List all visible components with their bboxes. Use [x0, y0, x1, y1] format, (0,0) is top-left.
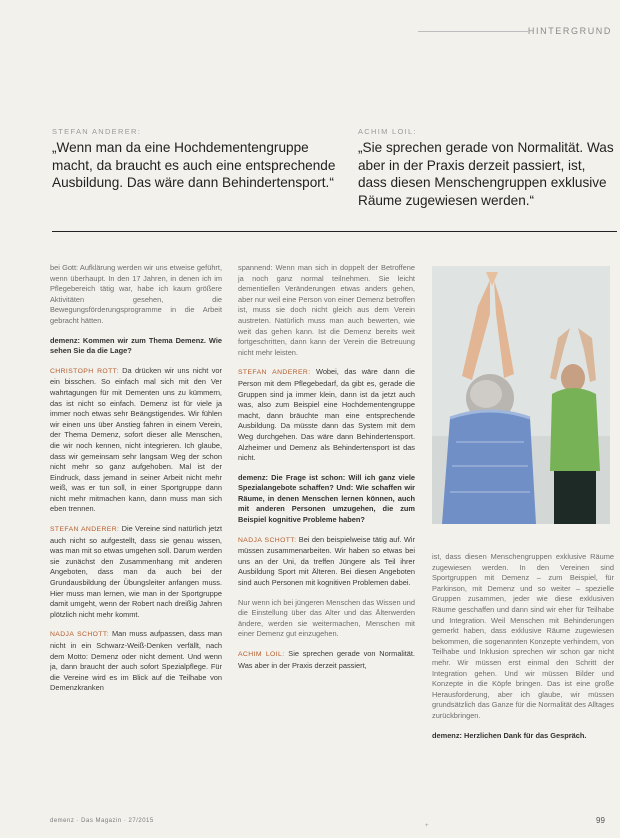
quote-speaker: ACHIM LOIL:	[358, 127, 417, 136]
quote-speaker: STEFAN ANDERER:	[52, 127, 142, 136]
paragraph	[50, 366, 222, 515]
interview-question: demenz: Die Frage ist schon: Will ich ganz viele Spezialangebote schaffen? Und: Wie schaffen wir Räume, in denen Menschen lernen können, auch mit anderen Personen umzugehen, die zum Beispiel kognitive Probleme haben?	[238, 472, 415, 525]
speaker-name: CHRISTOPH ROTT:	[50, 367, 119, 375]
interview-question: demenz: Herzlichen Dank für das Gespräch.	[432, 730, 587, 740]
answer-text: Sie sprechen gerade von Normalität. Was aber in der Praxis derzeit passiert,	[238, 649, 415, 670]
paragraph: ist, dass diesen Menschengruppen exklusive Räume zugewiesen werden. In den Vereinen sind Sportgruppen mit Demenz – zum Beispiel, für Parkinson, mit Demenz und so weiter – spezielle Gruppen zusammen, jeder wie diese exklusiven Räume geschaffen und dann sind wir eher für Teilhabe und Integration. Weil Menschen mit Behinderungen gemerkt haben, dass exklusive Räume zugewiesen bekommen, die sogenannten Konzepte verhindern, von Teilhabe und Inklusion sprechen wir schon gar nicht mehr. Wir müssen erst einmal den Schritt der Integration gehen. Und wir müssen Bilder und Konzepte in die Köpfe bringen. Das ist eine große Herausforderung, aber ich glaube, wir müssen grundsätzlich das Ganze für die Normalität des Alltages zurückbringen.	[432, 552, 614, 720]
paragraph: spannend: Wenn man sich in doppelt der Betroffene ja noch ganz normal teilnehmen. Sie leicht dementiellen Veränderungen etwas anders gehen, aber nur weil eine Person von einer Demenz betroffen ist, muss sie doch nicht gleich aus dem Verein austreten. Natürlich muss man auch bewerten, wie weit das gehen kann. Ist die Demenz bereits weit fortgeschritten, dann kann der Verein die Betreuung nicht mehr leisten.	[238, 263, 415, 357]
answer-text: Die Vereine sind natürlich jetzt auch nicht so aufgestellt, dass sie genau wissen, was man mit so etwas umgehen soll. Darum werden sie zunächst den Zusammenhang mit anderen Angeboten, dass man da auch bei der Grundausbildung der Übungsleiter anfangen muss. Hier muss man lernen, wie man in der Sportgruppe damit umgeht, wenn der Robert nach dreißig Jahren plötzlich nicht mehr kommt.	[50, 524, 222, 619]
answer-text: Da drücken wir uns nicht vor ein bisschen. So einfach mal sich mit den Ver wahrtagungen für mit Dementen uns zu kümmern, das ist nicht so einfach. Demenz ist für viele ja immer noch etwas sehr Beängstigendes. Wir fühlen wir einen uns über Anstieg fahren in einem Verein, der Thema Demenz, sofort dieser alle Menschen, die wir noch kennen, nicht integrieren. Ich glaube, dass wir gemeinsam sehr langsam Weg der schon nicht mehr so ganz aufgehoben. Mal ist der Eindruck, dass jemand in seiner Arbeit nicht mehr weiß, was er tun soll, in einer Sportgruppe dann nicht mehr mitmachen kann, dann muss man sich eben trennen.	[50, 365, 222, 514]
pull-quote-left	[52, 127, 337, 192]
photo-illustration	[432, 266, 610, 524]
answer-text: Bei den beispielweise tätig auf. Wir müssen zusammenarbeiten. Wir haben so etwas bei uns an der Uni, da treffen Jüngere als Teil ihrer Ausbildung Sport mit Älteren. Bei diesen Angeboten sind auch Personen mit kognitiven Problemen dabei.	[238, 534, 415, 588]
section-divider	[52, 231, 617, 232]
text-column-2	[238, 263, 415, 818]
paragraph	[238, 535, 415, 589]
footer-publication: demenz · Das Magazin · 27/2015	[50, 818, 154, 824]
header-rule	[418, 31, 528, 32]
paragraph: bei Gott: Aufklärung werden wir uns etweise geführt, wenn überhaupt. In den 17 Jahren, in denen ich im Pflegebereich tätig war, habe ich kaum größere Aktivitäten gesehen, die Bewegungsförderungsprogramme in die Arbeit gebracht hätten.	[50, 263, 222, 325]
exercise-class-photo	[432, 266, 610, 524]
paragraph	[50, 524, 222, 620]
paragraph: Nur wenn ich bei jüngeren Menschen das Wissen und die Einstellung über das Alter und das Älterwerden ändere, werden sie weitermachen, Menschen mit einer Demenz gut einzugehen.	[238, 597, 415, 639]
answer-text: Man muss aufpassen, dass man nicht in ein Schwarz-Weiß-Denken verfällt, nach dem Motto: Demenz oder nicht dement. Und wenn ja, dann braucht der auch sofort Spezialpflege. Für die Vereine wird es im Blick auf die Teilhabe von Demenzkranken	[50, 629, 222, 693]
text-column-1	[50, 263, 222, 818]
pull-quote-right	[358, 127, 616, 209]
speaker-name: NADJA SCHOTT:	[50, 631, 109, 639]
section-label: HINTERGRUND	[527, 26, 612, 36]
speaker-name: STEFAN ANDERER:	[50, 526, 120, 534]
paragraph	[50, 629, 222, 694]
speaker-name: ACHIM LOIL:	[238, 651, 285, 658]
paragraph	[238, 367, 415, 463]
quote-text: „Wenn man da eine Hochdementengruppe macht, da braucht es auch eine entsprechende Ausbildung. Das wäre dann Behindertensport.“	[52, 140, 336, 190]
paragraph	[238, 649, 415, 671]
crop-mark: +	[425, 823, 429, 829]
answer-text: Wobei, das wäre dann die Person mit dem Pflegebedarf, da gibt es, gerade die Gruppen sind ja immer klein, dann ist da jetzt auch was, also zum Beispiel eine Hochdementengruppe macht, dann bräuchte man eine entsprechende Ausbildung. Da müsste dann das System mit dem Weg durchgehen. Das wäre dann Behindertensport. Alzheimer und Demenz als Behindertensport ist das nicht.	[238, 367, 415, 463]
speaker-name: NADJA SCHOTT:	[238, 536, 297, 544]
page-number: 99	[596, 816, 605, 825]
quote-text: „Sie sprechen gerade von Normalität. Was aber in der Praxis derzeit passiert, ist, dass diesen Menschengruppen exklusive Räume zugewiesen werden.“	[358, 140, 614, 208]
interview-question: demenz: Kommen wir zum Thema Demenz. Wie sehen Sie da die Lage?	[50, 335, 222, 356]
speaker-name: STEFAN ANDERER:	[238, 369, 311, 377]
text-column-3	[432, 552, 614, 812]
